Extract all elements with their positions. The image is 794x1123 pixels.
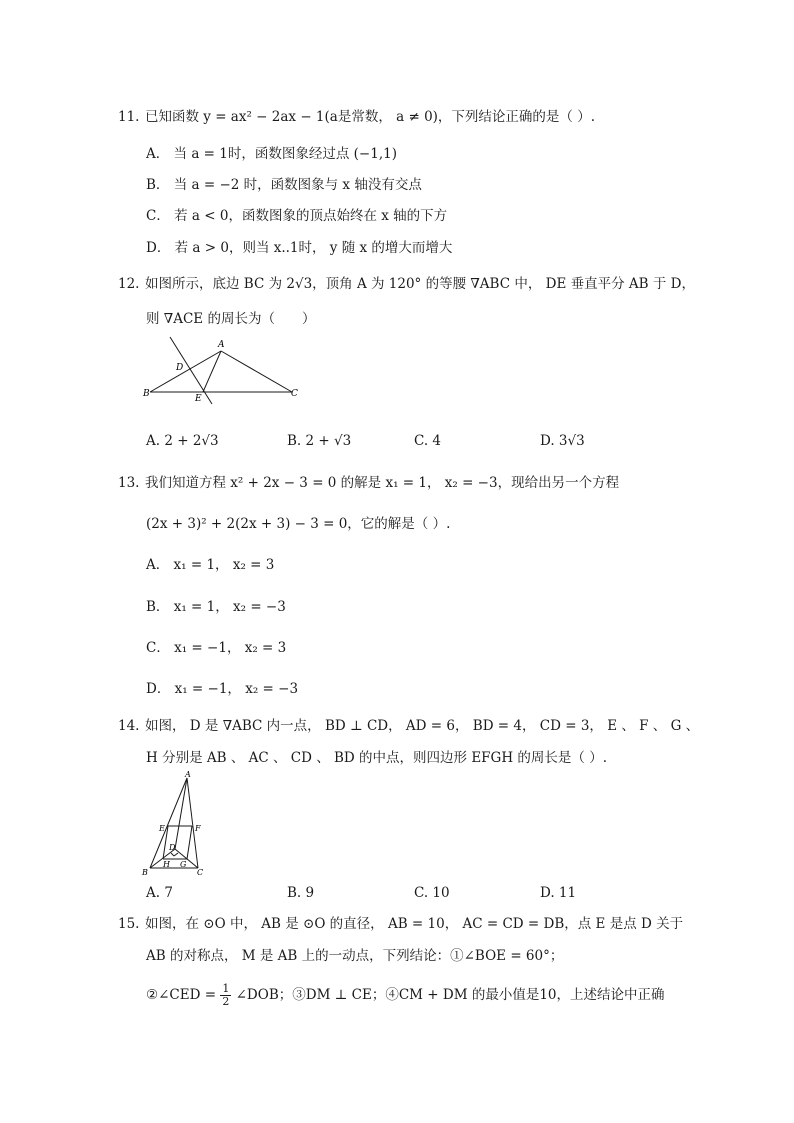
fig12-label-e: E (195, 394, 202, 404)
question-14-option-b: B. 9 (287, 885, 315, 901)
question-12-option-c: C. 4 (414, 433, 442, 449)
question-13-option-b: B． x₁ = 1， x₂ = −3 (146, 599, 286, 615)
question-14-number: 14. (118, 718, 140, 734)
fig12-label-d: D (176, 363, 184, 373)
question-15-stem-line-2: AB 的对称点， M 是 AB 上的一动点，下列结论：①∠BOE = 60°； (146, 948, 564, 964)
question-13-option-a: A． x₁ = 1， x₂ = 3 (146, 557, 275, 573)
question-15-stem-line-1: 如图，在 ⊙O 中， AB 是 ⊙O 的直径， AB = 10， AC = CD = DB，点 E 是点 D 关于 (145, 916, 684, 932)
question-11-number: 11. (118, 109, 140, 125)
question-15-stem-line-3 (146, 983, 665, 1008)
question-13-stem-line-2: (2x + 3)² + 2(2x + 3) − 3 = 0，它的解是（ ）. (146, 516, 451, 532)
right-angle-mark-1 (171, 853, 174, 856)
fraction-numerator: 1 (222, 982, 230, 995)
question-12-option-a: A. 2 + 2√3 (146, 433, 219, 449)
question-12-stem-line-1: 如图所示，底边 BC 为 2√3，顶角 A 为 120° 的等腰 ∇ABC 中， DE 垂直平分 AB 于 D， (145, 276, 695, 292)
fraction-one-half (220, 983, 231, 1008)
fig12-label-a: A (218, 340, 225, 350)
fig14-label-c: C (197, 868, 204, 877)
question-12-number: 12. (118, 276, 140, 292)
question-12-figure (140, 334, 310, 410)
fig14-label-d: D (169, 843, 176, 852)
question-13-option-c: C． x₁ = −1， x₂ = 3 (146, 640, 287, 656)
question-14-stem-line-2: H 分别是 AB 、 AC 、 CD 、 BD 的中点，则四边形 EFGH 的周长是（ ）. (146, 750, 607, 766)
fraction-denominator: 2 (222, 995, 230, 1008)
question-13-number: 13. (118, 475, 140, 491)
segment-fg (187, 826, 192, 859)
question-11-option-b: B． 当 a = −2 时，函数图象与 x 轴没有交点 (146, 177, 422, 193)
question-11-option-d: D． 若 a > 0，则当 x..1时， y 随 x 的增大而增大 (146, 240, 453, 256)
fig14-label-a: A (185, 770, 191, 779)
question-15-stem-line-3-part-a: ②∠CED = (146, 987, 217, 1003)
question-12-option-d: D. 3√3 (540, 433, 585, 449)
question-12-stem-line-2: 则 ∇ACE 的周长为（ ） (146, 311, 316, 327)
fig14-label-f: F (195, 824, 201, 833)
question-12-option-b: B. 2 + √3 (287, 433, 352, 449)
fig14-label-h: H (163, 860, 170, 869)
question-14-option-c: C. 10 (414, 885, 450, 901)
question-13-stem-line-1: 我们知道方程 x² + 2x − 3 = 0 的解是 x₁ = 1， x₂ = −3，现给出另一个方程 (145, 475, 620, 491)
question-14-figure (140, 770, 215, 884)
question-14-option-a: A. 7 (146, 885, 173, 901)
fig14-label-e: E (159, 824, 165, 833)
segment-ae (203, 351, 221, 392)
question-11-option-a: A． 当 a = 1时，函数图象经过点 (−1,1) (146, 146, 397, 162)
fig14-label-b: B (142, 868, 148, 877)
question-11-option-c: C． 若 a < 0，函数图象的顶点始终在 x 轴的下方 (146, 208, 448, 224)
fig14-label-g: G (180, 860, 187, 869)
question-15-number: 15. (118, 916, 140, 932)
segment-ab (150, 351, 221, 392)
question-14-option-d: D. 11 (540, 885, 577, 901)
fig12-label-b: B (143, 389, 150, 399)
question-11-stem: 已知函数 y = ax² − 2ax − 1(a是常数， a ≠ 0)，下列结论正确的是（ ）. (145, 109, 596, 125)
segment-ac (187, 778, 198, 868)
question-15-stem-line-3-part-b: ∠DOB；③DM ⊥ CE；④CM + DM 的最小值是10，上述结论中正确 (235, 987, 665, 1003)
question-13-option-d: D． x₁ = −1， x₂ = −3 (146, 681, 299, 697)
question-14-stem-line-1: 如图， D 是 ∇ABC 内一点， BD ⊥ CD， AD = 6， BD = 4， CD = 3， E 、 F 、 G 、 (145, 718, 700, 734)
segment-ac (221, 351, 292, 392)
fig12-label-c: C (291, 389, 298, 399)
right-angle-mark-2 (174, 853, 178, 856)
segment-ad (175, 778, 187, 849)
